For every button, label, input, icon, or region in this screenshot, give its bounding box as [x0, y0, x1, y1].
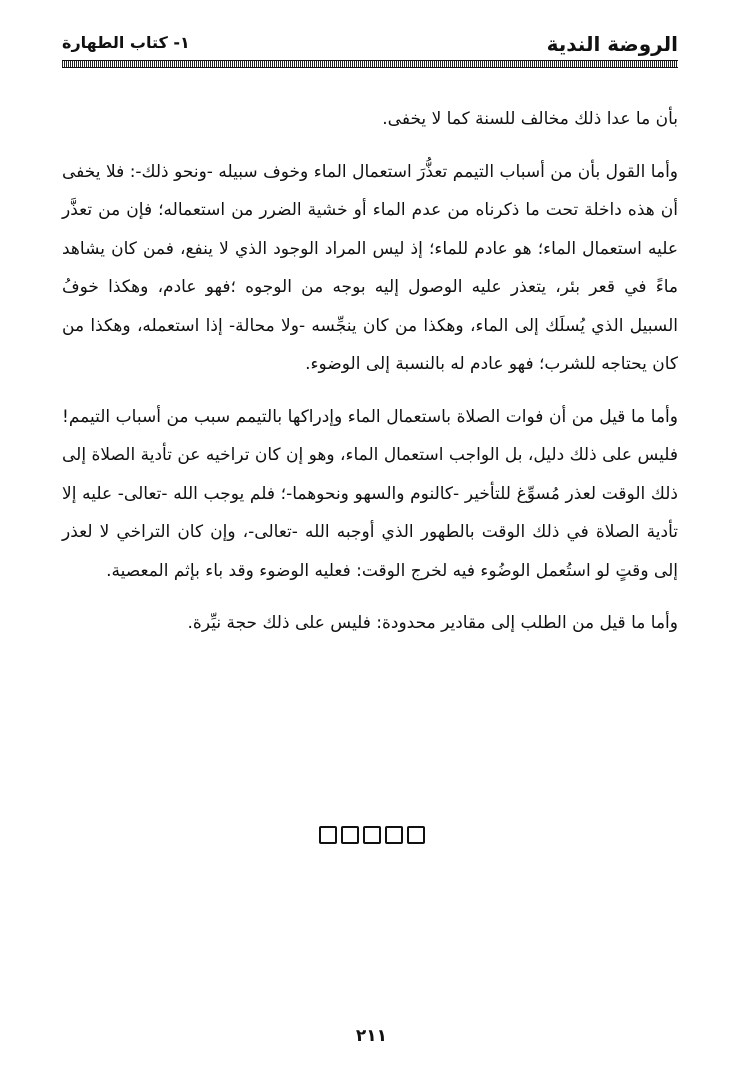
paragraph-2: وأما القول بأن من أسباب التيمم تعذُّرَ استعمال الماء وخوف سبيله -ونحو ذلك-: فلا يخفى أن هذه داخلة تحت ما ذكرناه من عدم الماء أو خشية الضرر من استعماله؛ فإن من تعذَّر عليه استعمال الماء؛ هو عادم للماء؛ إذ ليس المراد الوجود الذي لا ينفع، فمن كان يشاهد ماءً في قعر بئر، يتعذر عليه الوصول إليه بوجه من الوجوه ؛فهو عادم، وهكذا خوفُ السبيل الذي يُسلَك إلى الماء، وهكذا من كان ينجِّسه -ولا محالة- إذا استعمله، وهكذا من كان يحتاجه للشرب؛ فهو عادم له بالنسبة إلى الوضوء. — [62, 161, 678, 374]
body-text — [62, 100, 678, 643]
book-title: الروضة الندية — [546, 32, 678, 56]
paragraph-1: بأن ما عدا ذلك مخالف للسنة كما لا يخفى. — [382, 109, 678, 129]
separator-box — [407, 826, 425, 844]
separator-box — [341, 826, 359, 844]
page-number: ٢١١ — [355, 1026, 388, 1046]
separator-box — [319, 826, 337, 844]
section-separator — [0, 824, 743, 844]
paragraph-4: وأما ما قيل من الطلب إلى مقادير محدودة: فليس على ذلك حجة نيِّرة. — [187, 613, 678, 633]
header-rule — [62, 60, 678, 68]
separator-box — [363, 826, 381, 844]
separator-box — [385, 826, 403, 844]
chapter-title: ١- كتاب الطهارة — [62, 33, 190, 52]
paragraph-3: وأما ما قيل من أن فوات الصلاة باستعمال الماء وإدراكها بالتيمم سبب من أسباب التيمم! فليس على ذلك دليل، بل الواجب استعمال الماء، وهو إن كان تراخيه عن تأدية الصلاة إلى ذلك الوقت لعذر مُسوِّغ للتأخير -كالنوم والسهو ونحوهما-؛ فلم يوجب الله -تعالى- عليه إلا تأدية الصلاة في ذلك الوقت بالطهور الذي أوجبه الله -تعالى-، وإن كان التراخي لا لعذر إلى وقتٍ لو استُعمل الوضُوء فيه لخرج الوقت: فعليه الوضوء وقد باء بإثم المعصية. — [62, 406, 678, 581]
running-header — [62, 30, 678, 58]
